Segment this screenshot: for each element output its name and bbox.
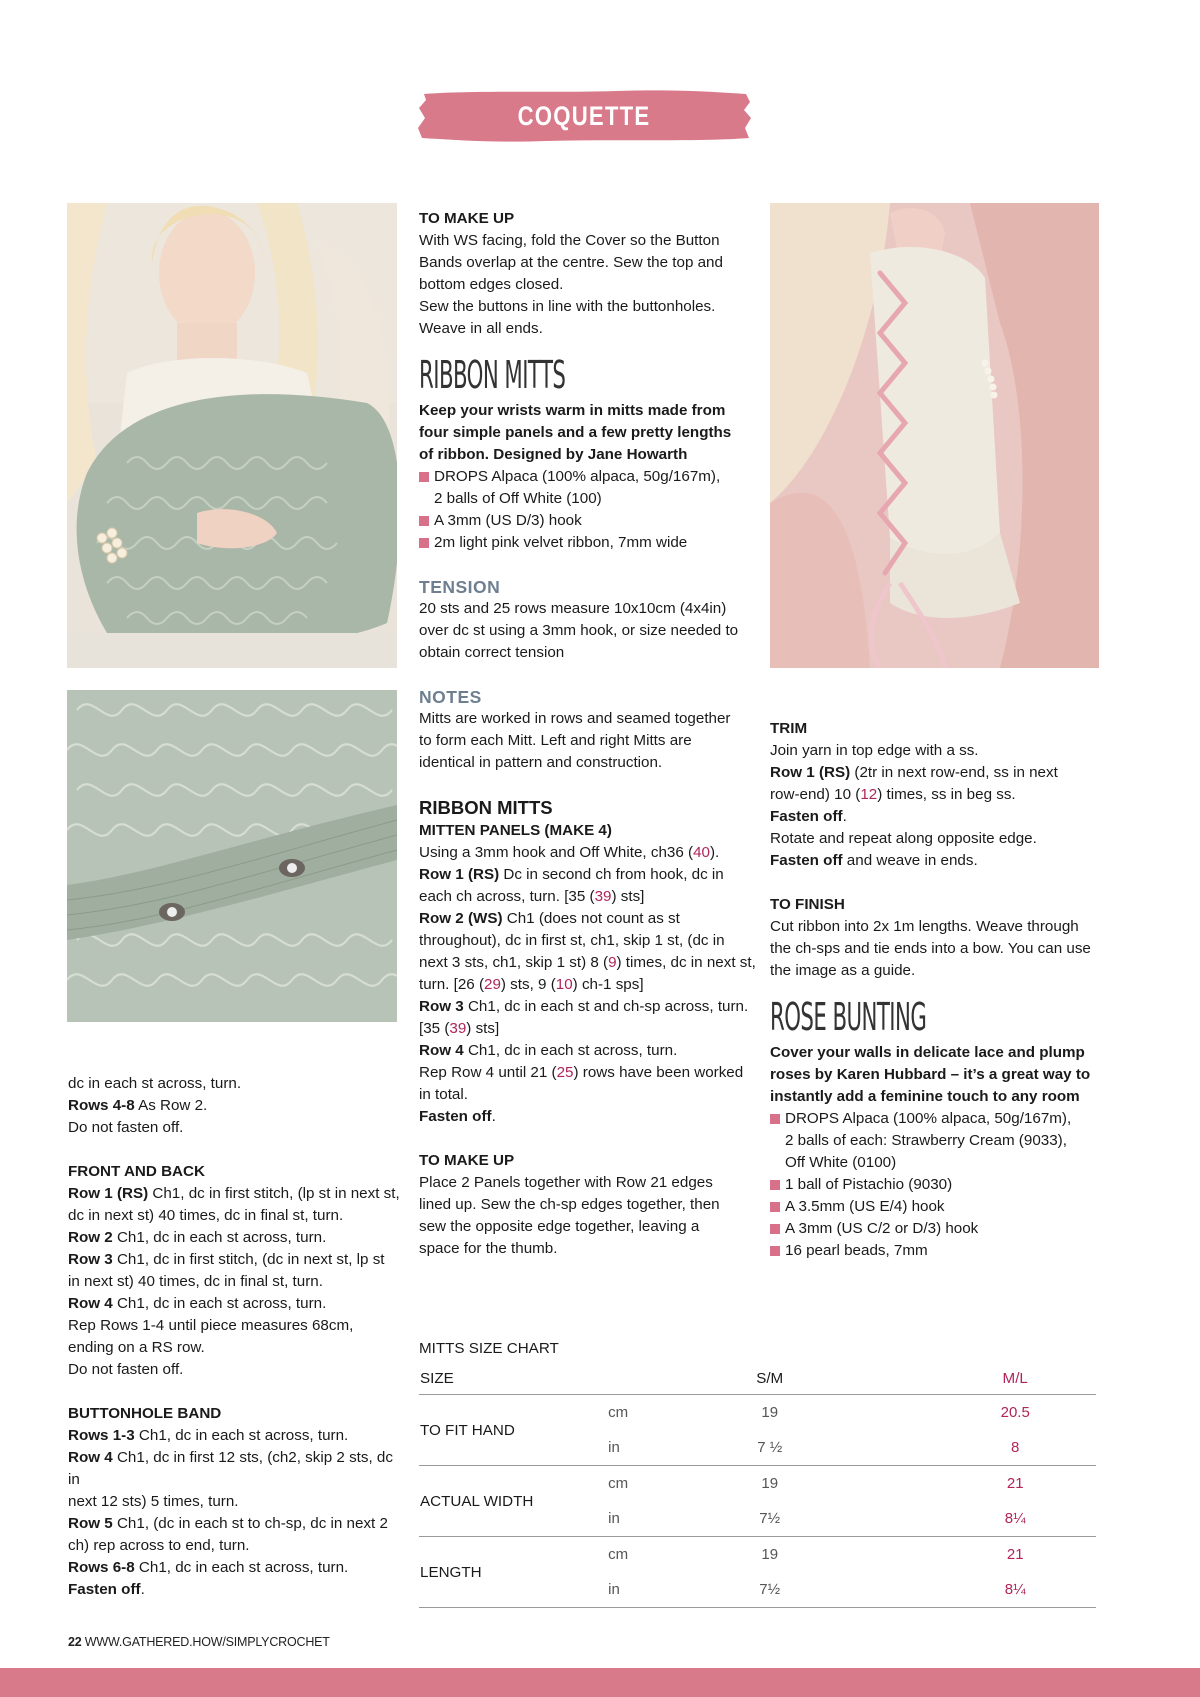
section-heading-to-make-up: TO MAKE UP [419,1152,515,1169]
row-instruction: Row 3 Ch1, dc in each st and ch-sp across, turn. [419,998,749,1015]
page-footer [68,1635,330,1649]
text-line: lined up. Sew the ch-sp edges together, then [419,1196,720,1213]
section-heading-to-finish: TO FINISH [770,896,845,913]
photo-cushion-closeup [67,690,397,1022]
row-instruction: Row 2 (WS) Ch1 (does not count as st [419,910,680,927]
col-spacer [835,1362,935,1395]
spacer-cell [835,1572,935,1608]
text-line: Weave in all ends. [419,320,543,337]
text-line: Rep Rows 1-4 until piece measures 68cm, [68,1317,354,1334]
text-line: identical in pattern and construction. [419,754,663,771]
text-line: Sew the buttons in line with the buttonholes. [419,298,716,315]
value-sm-cm: 19 [761,1546,779,1563]
value-sm-in: 7 ½ [705,1430,835,1466]
text-line: each ch across, turn. [35 (39) sts] [419,888,645,905]
text-line: Rotate and repeat along opposite edge. [770,830,1037,847]
row-instruction: Row 4 Ch1, dc in first 12 sts, (ch2, skip 2 sts, dc in [68,1449,393,1488]
text-line: Mitts are worked in rows and seamed together [419,710,731,727]
value-ml-cm: 20.5 [1000,1404,1030,1421]
website-link[interactable]: WWW.GATHERED.HOW/SIMPLYCROCHET [84,1635,330,1649]
fasten-off: Fasten off. [68,1581,145,1598]
material-item: A 3.5mm (US E/4) hook [770,1196,1110,1218]
row-instruction: Row 2 Ch1, dc in each st across, turn. [68,1229,327,1246]
text-line: dc in next st) 40 times, dc in final st, turn. [68,1207,344,1224]
text-line: ch) rep across to end, turn. [68,1537,250,1554]
row-instruction: Row 3 Ch1, dc in first stitch, (dc in next st, lp st [68,1251,385,1268]
text-line: turn. [26 (29) sts, 9 (10) ch-1 sps] [419,976,644,993]
unit-in: in [607,1501,705,1537]
text-line: Do not fasten off. [68,1361,184,1378]
col-ml: M/L [934,1362,1096,1395]
intro-line: Keep your wrists warm in mitts made from [419,402,726,419]
text-line: [35 (39) sts] [419,1020,500,1037]
text-line: Rep Row 4 until 21 (25) rows have been worked [419,1064,744,1081]
text-line: obtain correct tension [419,644,565,661]
collection-banner [416,88,752,187]
col-unit [607,1362,705,1395]
section-heading-to-make-up: TO MAKE UP [419,210,515,227]
text-line: ending on a RS row. [68,1339,205,1356]
text-line: next 3 sts, ch1, skip 1 st) 8 (9) times, dc in next st, [419,954,756,971]
spacer-cell [835,1501,935,1537]
spacer-cell [835,1430,935,1466]
spacer-cell [835,1466,935,1502]
value-sm-cm: 19 [761,1404,779,1421]
text-line: With WS facing, fold the Cover so the Button [419,232,720,249]
material-item: DROPS Alpaca (100% alpaca, 50g/167m), 2 balls of each: Strawberry Cream (9033), Off White (0100) [770,1108,1110,1174]
table-row [419,1537,1096,1573]
row-label: ACTUAL WIDTH [419,1466,607,1537]
left-column [68,1073,403,1601]
text-line: Do not fasten off. [68,1119,184,1136]
row-instruction: Row 1 (RS) Dc in second ch from hook, dc in [419,866,724,883]
text-line: bottom edges closed. [419,276,564,293]
col-size: SIZE [419,1362,607,1395]
text-line: Using a 3mm hook and Off White, ch36 (40). [419,844,720,861]
material-item: 2m light pink velvet ribbon, 7mm wide [419,532,759,554]
row-label: LENGTH [419,1537,607,1608]
fasten-off: Fasten off. [419,1108,496,1125]
materials-list [770,1108,1110,1262]
material-item: A 3mm (US D/3) hook [419,510,759,532]
text-line: next 12 sts) 5 times, turn. [68,1493,239,1510]
page-number: 22 [68,1635,82,1649]
text-line: throughout), dc in first st, ch1, skip 1 st, (dc in [419,932,725,949]
fasten-off: Fasten off and weave in ends. [770,852,978,869]
size-table [419,1362,1096,1608]
row-instruction: Row 4 Ch1, dc in each st across, turn. [419,1042,678,1059]
intro-line: instantly add a feminine touch to any room [770,1088,1080,1105]
middle-column [419,208,759,1260]
text-line: the image as a guide. [770,962,916,979]
banner-title: COQUETTE COLLECTION [505,101,663,187]
col-sm: S/M [705,1362,835,1395]
section-heading-tension: TENSION [419,577,501,597]
text-line: space for the thumb. [419,1240,558,1257]
row-instruction: Rows 1-3 Ch1, dc in each st across, turn. [68,1427,349,1444]
intro-line: of ribbon. Designed by Jane Howarth [419,446,688,463]
value-sm-in: 7½ [705,1572,835,1608]
text-line: sew the opposite edge together, leaving a [419,1218,700,1235]
value-sm-in: 7½ [705,1501,835,1537]
unit-in: in [607,1430,705,1466]
row-label: TO FIT HAND [419,1395,607,1466]
chart-title: MITTS SIZE CHART [419,1340,559,1357]
pattern-title-ribbon-mitts: RIBBON MITTS [419,353,566,397]
unit-cm: cm [608,1546,629,1563]
text-line: over dc st using a 3mm hook, or size needed to [419,622,739,639]
subheading-mitten-panels: MITTEN PANELS (MAKE 4) [419,822,612,839]
right-column [770,718,1110,1262]
material-item: A 3mm (US C/2 or D/3) hook [770,1218,1110,1240]
pattern-title-rose-bunting: ROSE BUNTING [770,995,927,1039]
section-heading-trim: TRIM [770,720,808,737]
photo-ribbon-mitt [770,203,1099,668]
value-ml-in: 8 [934,1430,1096,1466]
section-heading-ribbon-mitts: RIBBON MITTS [419,797,553,818]
fasten-off: Fasten off. [770,808,847,825]
intro-line: Cover your walls in delicate lace and plump [770,1044,1085,1061]
text-line: in total. [419,1086,468,1103]
row-instruction: Rows 4-8 As Row 2. [68,1097,208,1114]
value-ml-in: 8¼ [934,1501,1096,1537]
unit-cm: cm [608,1475,629,1492]
row-instruction: Row 4 Ch1, dc in each st across, turn. [68,1295,327,1312]
value-sm-cm: 19 [761,1475,779,1492]
spacer-cell [835,1395,935,1431]
material-item: 16 pearl beads, 7mm [770,1240,1110,1262]
text-line: Bands overlap at the centre. Sew the top and [419,254,723,271]
value-ml-in: 8¼ [934,1572,1096,1608]
unit-cm: cm [608,1404,629,1421]
text-line: 20 sts and 25 rows measure 10x10cm (4x4in) [419,600,727,617]
intro-line: four simple panels and a few pretty lengths [419,424,732,441]
text-line: in next st) 40 times, dc in final st, turn. [68,1273,323,1290]
value-ml-cm: 21 [1006,1475,1024,1492]
text-line: Join yarn in top edge with a ss. [770,742,979,759]
materials-list [419,466,759,554]
text-line: Cut ribbon into 2x 1m lengths. Weave through [770,918,1079,935]
photo-cushion-model [67,203,397,668]
row-instruction: Row 1 (RS) (2tr in next row-end, ss in next [770,764,1058,781]
material-item: 1 ball of Pistachio (9030) [770,1174,1110,1196]
spacer-cell [835,1537,935,1573]
text-line: the ch-sps and tie ends into a bow. You can use [770,940,1091,957]
text-line: row-end) 10 (12) times, ss in beg ss. [770,786,1016,803]
section-heading-buttonhole: BUTTONHOLE BAND [68,1405,222,1422]
mitts-size-chart [419,1338,1096,1608]
section-heading-front-back: FRONT AND BACK [68,1163,205,1180]
text-line: Place 2 Panels together with Row 21 edges [419,1174,713,1191]
row-instruction: Row 5 Ch1, (dc in each st to ch-sp, dc in next 2 [68,1515,388,1532]
text-line: to form each Mitt. Left and right Mitts are [419,732,692,749]
section-heading-notes: NOTES [419,687,482,707]
intro-line: roses by Karen Hubbard – it’s a great way to [770,1066,1091,1083]
row-instruction: Row 1 (RS) Ch1, dc in first stitch, (lp st in next st, [68,1185,400,1202]
footer-accent-bar [0,1668,1200,1697]
table-header-row [419,1362,1096,1395]
material-item: DROPS Alpaca (100% alpaca, 50g/167m), 2 balls of Off White (100) [419,466,759,510]
table-row [419,1395,1096,1431]
table-row [419,1466,1096,1502]
value-ml-cm: 21 [1006,1546,1024,1563]
unit-in: in [607,1572,705,1608]
text-line: dc in each st across, turn. [68,1075,242,1092]
row-instruction: Rows 6-8 Ch1, dc in each st across, turn. [68,1559,349,1576]
